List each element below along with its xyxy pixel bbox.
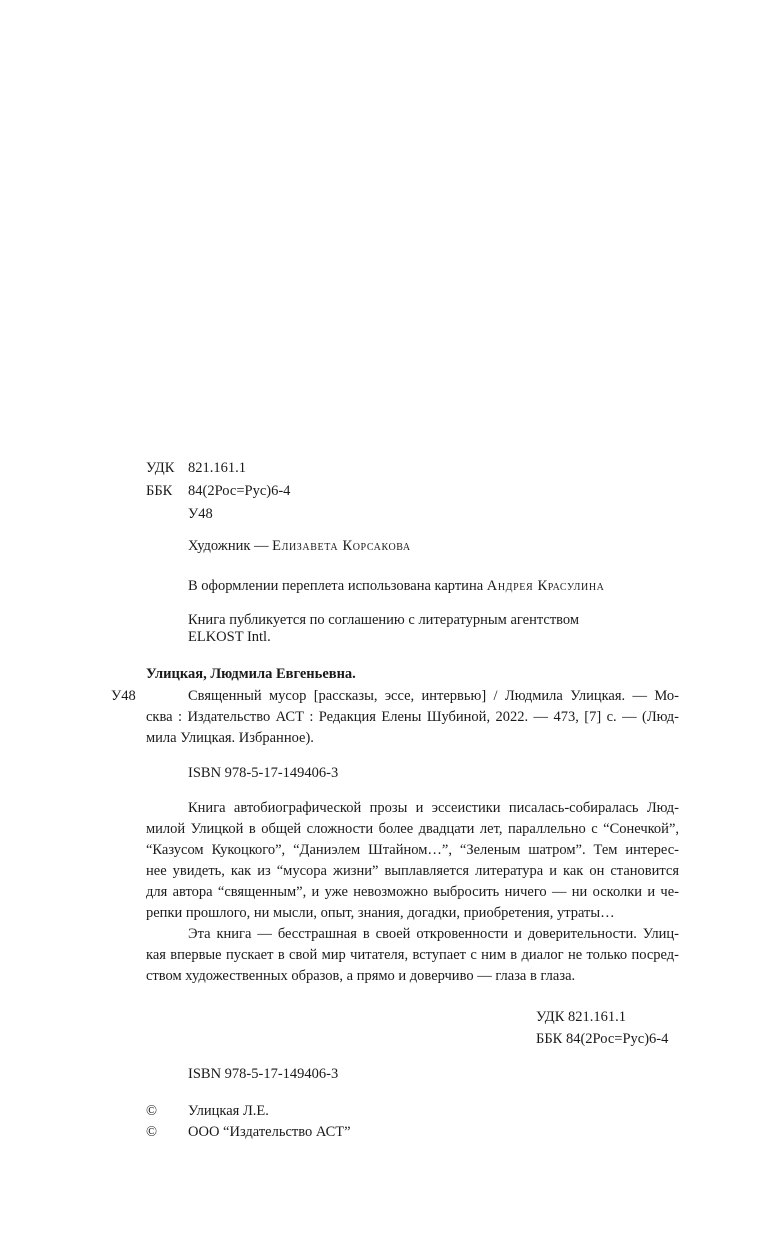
artist-prefix: Художник — <box>188 538 273 554</box>
bbk-label: ББК <box>146 483 173 499</box>
artist-name: Елизавета Корсакова <box>272 538 411 554</box>
artist-credit <box>188 535 411 558</box>
annotation-p2-line-3: ством художественных образов, а прямо и доверчиво — глаза в глаза. <box>146 968 576 984</box>
udk-right: УДК 821.161.1 <box>536 1009 626 1025</box>
bbk-value: 84(2Рос=Рус)6-4 <box>188 483 291 499</box>
cover-art-name: Андрея Красулина <box>486 578 605 594</box>
annotation-p1-line-1: Книга автобиографической прозы и эссеистики писалась-собиралась Люд- <box>188 800 679 816</box>
copyright-holder-1: Улицкая Л.Е. <box>188 1103 269 1119</box>
agency-line-2: ELKOST Intl. <box>188 629 271 645</box>
cover-art-prefix: В оформлении переплета использована картина <box>188 578 487 594</box>
copyright-symbol: © <box>146 1124 158 1140</box>
catalog-line-2: сква : Издательство АСТ : Редакция Елены Шубиной, 2022. — 473, [7] с. — (Люд- <box>146 709 679 725</box>
isbn-bottom: ISBN 978-5-17-149406-3 <box>188 1066 339 1082</box>
bbk-right: ББК 84(2Рос=Рус)6-4 <box>536 1031 669 1047</box>
catalog-isbn: ISBN 978-5-17-149406-3 <box>188 765 339 781</box>
annotation-p1-line-3: “Казусом Кукоцкого”, “Даниэлем Штайном…”, “Зеленым шатром”. Тем интерес- <box>146 842 679 858</box>
cover-art-credit <box>188 575 604 598</box>
annotation-p1-line-5: для автора “священным”, и уже невозможно выбросить ничего — ни осколки и че- <box>146 884 679 900</box>
copyright-symbol: © <box>146 1103 158 1119</box>
annotation-p1-line-4: нее увидеть, как из “мусора жизни” выплавляется литература и как он становится <box>146 863 679 879</box>
udk-label: УДК <box>146 460 175 476</box>
catalog-line-1: Священный мусор [рассказы, эссе, интервью] / Людмила Улицкая. — Мо- <box>188 688 679 704</box>
annotation-p1-line-6: репки прошлого, ни мысли, опыт, знания, догадки, приобретения, утраты… <box>146 905 615 921</box>
udk-value: 821.161.1 <box>188 460 246 476</box>
annotation-p2-line-2: кая впервые пускает в свой мир читателя, вступает с ним в диалог не только посред- <box>146 947 679 963</box>
author-mark: У48 <box>188 506 213 522</box>
catalog-author-heading: Улицкая, Людмила Евгеньевна. <box>146 666 356 682</box>
annotation-p1-line-2: милой Улицкой в общей сложности более двадцати лет, параллельно с “Сонечкой”, <box>146 821 679 837</box>
catalog-mark: У48 <box>111 688 136 704</box>
catalog-line-3: мила Улицкая. Избранное). <box>146 730 314 746</box>
agency-line-1: Книга публикуется по соглашению с литературным агентством <box>188 612 580 628</box>
annotation-p2-line-1: Эта книга — бесстрашная в своей откровенности и доверительности. Улиц- <box>188 926 679 942</box>
copyright-holder-2: ООО “Издательство АСТ” <box>188 1124 351 1140</box>
